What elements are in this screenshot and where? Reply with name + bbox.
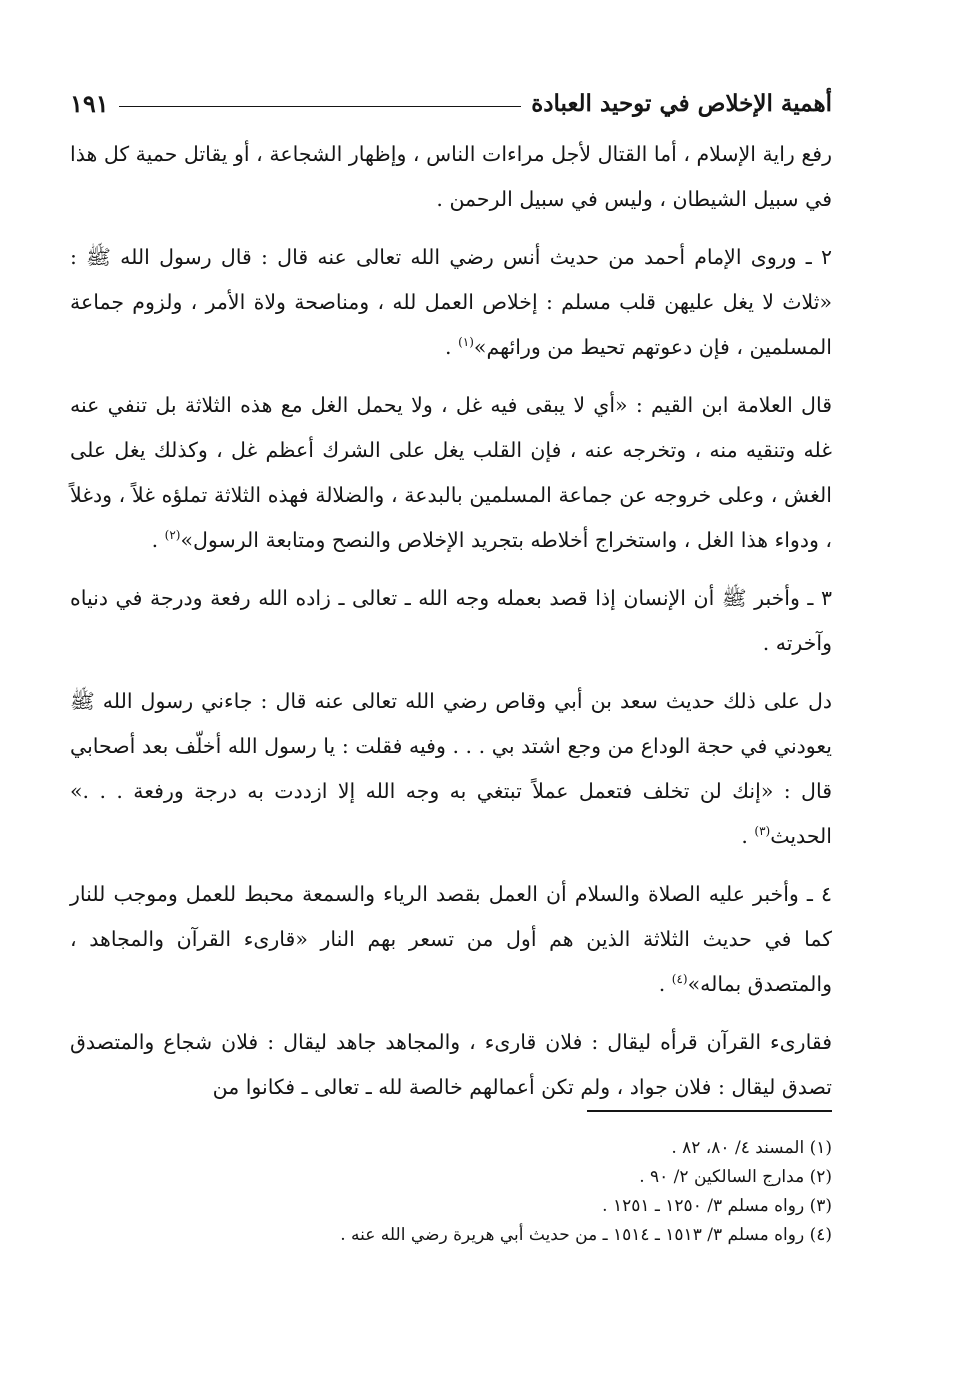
paragraph [70, 383, 832, 563]
footnote: (٣) رواه مسلم ٣/ ١٢٥٠ ـ ١٢٥١ . [602, 1196, 832, 1216]
paragraph-tail: . [658, 972, 672, 996]
footnote-ref[interactable]: (١) [458, 335, 474, 350]
footnote-ref[interactable]: (٢) [164, 528, 181, 543]
paragraph-tail: . [741, 824, 755, 848]
paragraph-tail: . [445, 335, 459, 359]
footnote: (٤) رواه مسلم ٣/ ١٥١٣ ـ ١٥١٤ ـ من حديث أبي هريرة رضي الله عنه . [340, 1225, 832, 1245]
book-page [70, 78, 832, 1245]
paragraph-text: ٣ ـ وأخبر ﷺ أن الإنسان إذا قصد بعمله وجه الله ـ تعالى ـ زاده الله رفعة ودرجة في دنياه وآخرته . [70, 586, 832, 655]
page-number: ١٩١ [70, 88, 109, 118]
footnote-ref[interactable]: (٣) [754, 824, 771, 839]
chapter-title: أهمية الإخلاص في توحيد العبادة [531, 89, 832, 117]
paragraph [70, 679, 832, 859]
paragraph-text: فقارىء القرآن قرأه ليقال : فلان قارىء ، والمجاهد جاهد ليقال : فلان شجاع والمتصدق تصدق ليقال : فلان جواد ، ولم تكن أعمالهم خالصة لله ـ تعالى ـ فكانوا من [70, 1030, 832, 1099]
paragraph [70, 1020, 832, 1110]
paragraph [70, 235, 832, 370]
paragraph-text: دل على ذلك حديث سعد بن أبي وقاص رضي الله تعالى عنه قال : جاءني رسول الله ﷺ يعودني في حجة الوداع من وجع اشتد بي . . . وفيه فقلت : يا رسول الله أخلّف بعد أصحابي قال : «إنك لن تخلف فتعمل عملاً تبتغي به وجه الله إلا ازددت به درجة ورفعة . . .» الحديث [70, 689, 832, 848]
footnotes-section [70, 1110, 832, 1250]
header-divider [119, 106, 522, 107]
paragraph-text: رفع راية الإسلام ، أما القتال لأجل مراءات الناس ، وإظهار الشجاعة ، أو يقاتل حمية كل هذا في سبيل الشيطان ، وليس في سبيل الرحمن . [70, 142, 832, 211]
footnote-divider [587, 1110, 832, 1112]
main-text [70, 132, 832, 1110]
running-header [70, 78, 832, 128]
footnote: (١) المسند ٤/ ٨٠، ٨٢ . [671, 1138, 832, 1158]
paragraph-text: ٢ ـ وروى الإمام أحمد من حديث أنس رضي الله تعالى عنه قال : قال رسول الله ﷺ : «ثلاث لا يغل عليهن قلب مسلم : إخلاص العمل لله ، ومناصحة ولاة الأمر ، ولزوم جماعة المسلمين ، فإن دعوتهم تحيط من ورائهم» [70, 245, 832, 359]
footnote: (٢) مدارج السالكين ٢/ ٩٠ . [639, 1167, 832, 1187]
paragraph [70, 872, 832, 1007]
paragraph-tail: . [151, 528, 165, 552]
footnote-ref[interactable]: (٤) [671, 972, 688, 987]
paragraph [70, 132, 832, 222]
paragraph-text: قال العلامة ابن القيم : «أي لا يبقى فيه غل ، ولا يحمل الغل مع هذه الثلاثة بل تنفي عنه غله وتنقيه منه ، وتخرجه عنه ، فإن القلب يغل على الشرك أعظم غل ، وكذلك يغل على الغش ، وعلى خروجه عن جماعة المسلمين بالبدعة ، والضلالة فهذه الثلاثة تملؤه غلاً ، ودغلاً ، ودواء هذا الغل ، واستخراج أخلاطه بتجريد الإخلاص والنصح ومتابعة الرسول» [70, 393, 832, 552]
paragraph [70, 576, 832, 666]
paragraph-text: ٤ ـ وأخبر عليه الصلاة والسلام أن العمل بقصد الرياء والسمعة محبط للعمل وموجب للنار كما في حديث الثلاثة الذين هم أول من تسعر بهم النار «قارىء القرآن والمجاهد ، والمتصدق بماله» [70, 882, 832, 996]
